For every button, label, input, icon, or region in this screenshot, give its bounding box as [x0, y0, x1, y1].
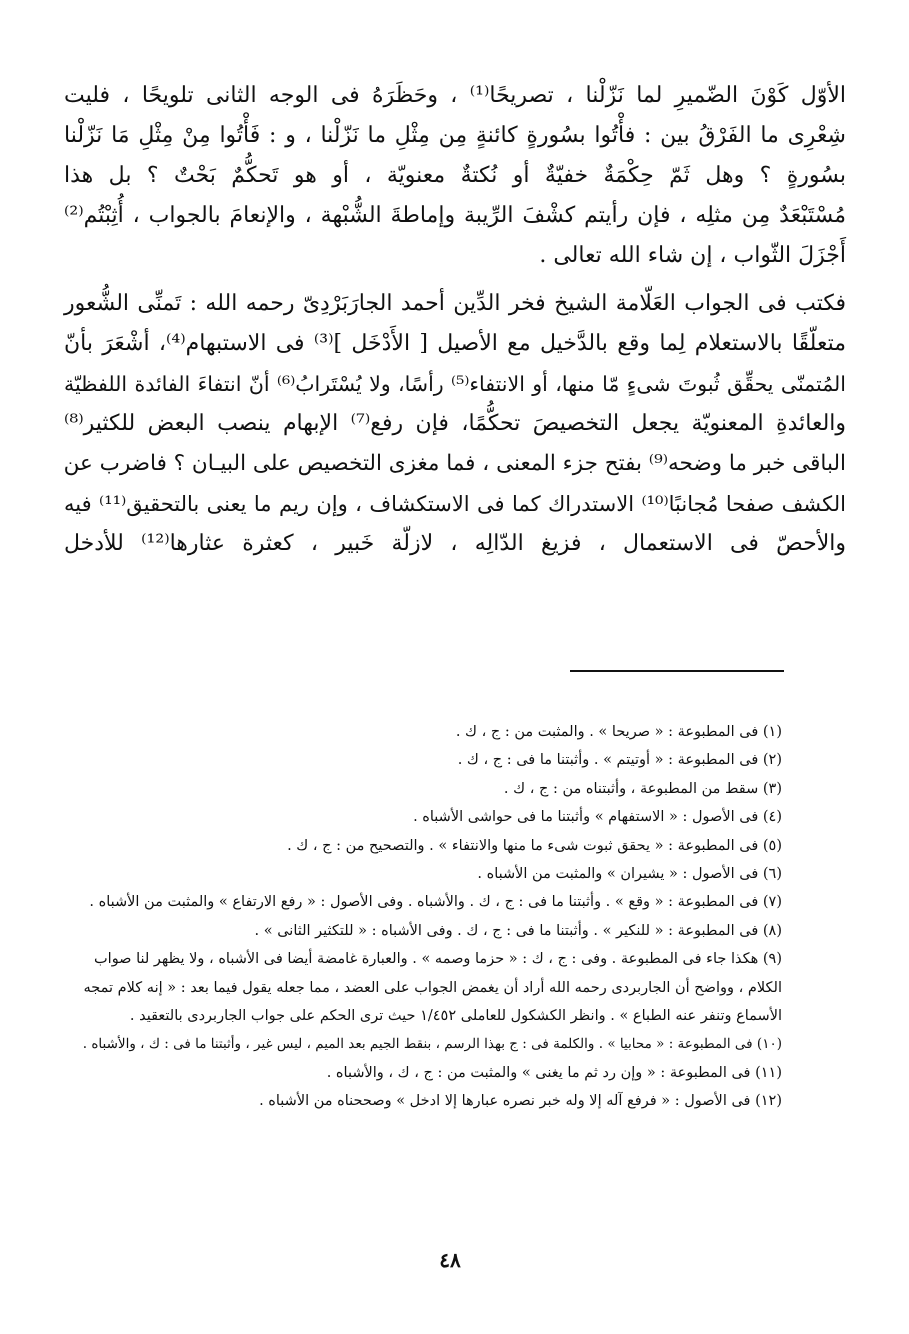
text-line: متعلّقًا بالاستعلام لِما وقع بالدَّخيل مع الأصيل [ الأَدْخَل ]⁽³⁾ فى الاستبهام⁽⁴⁾، أشْعَرَ بأنّ — [64, 331, 846, 356]
paragraph-2 — [64, 284, 846, 564]
text-line: بسُورةٍ ؟ وهل ثَمّ حِكْمَةٌ خفيّةٌ أو نُكتةٌ معنويّة ، أو هو تَحكُّمٌ بَحْتٌ ؟ بل هذا — [64, 163, 846, 188]
text-line: والأحصّ فى الاستعمال ، فزيغ الدّالِه ، لازلّة خَبير ، كعثرة عثارها⁽¹²⁾ للأدخل — [64, 531, 846, 556]
text-line: والعائدةِ المعنويّة يجعل التخصيصَ تحكُّمًا، فإن رفع⁽⁷⁾ الإبهام ينصب البعض للكثير⁽⁸⁾ — [64, 411, 847, 436]
footnote-separator — [570, 670, 784, 672]
text-line: أَجْزَلَ الثّواب ، إن شاء الله تعالى . — [539, 243, 846, 268]
footnote-line: الأسماع وتنفر عنه الطباع » . وانظر الكشكول للعاملى ١/٤٥٢ حيث ترى الحكم على جواب الجاربردى بالتعقيد . — [129, 1008, 782, 1025]
footnotes — [62, 718, 782, 1116]
footnote-line: (٩) هكذا جاء فى المطبوعة . وفى : ج ، ك : « حزما وصمه » . والعبارة غامضة أيضا فى الأشباه ، ولا يظهر لنا صواب — [94, 951, 782, 968]
text-line: المُتمنّى يحقِّق ثُبوتَ شىءٍ مّا منها، أو الانتفاء⁽⁵⁾ رأسًا، ولا يُسْتَرابُ⁽⁶⁾ أنّ انتفاءَ الفائدة اللفظيّة — [64, 372, 846, 396]
footnote-line: (٥) فى المطبوعة : « يحقق ثبوت شىء ما منها والانتفاء » . والتصحيح من : ج ، ك . — [287, 837, 782, 854]
footnote-line: (٨) فى المطبوعة : « للنكير » . وأثبتنا ما فى : ج ، ك . وفى الأشباه : « للتكثير الثانى » . — [254, 922, 782, 939]
text-line: الأوّل كَوْنَ الضّميرِ لما نَزّلْنا ، تصريحًا⁽¹⁾ ، وحَظَرَهُ فى الوجه الثانى تلويحًا ، فليت — [64, 83, 847, 108]
text-line: فكتب فى الجواب العَلّامة الشيخ فخر الدِّين أحمد الجارَبَرْدِىّ رحمه الله : تَمنِّى الشُّعور — [64, 291, 846, 316]
footnote-line: الكلام ، وواضح أن الجاربردى رحمه الله أراد أن يغمض الجواب على العضد ، مما جعله يقول فيما بعد : « إنه كلام تمجه — [83, 979, 782, 996]
footnote-line: (٧) فى المطبوعة : « وقع » . وأثبتنا ما فى : ج ، ك . والأشباه . وفى الأصول : « رفع الارتفاع » والمثبت من الأشباه . — [89, 894, 782, 911]
paragraph-1 — [64, 76, 846, 276]
footnote-line: (٢) فى المطبوعة : « أوتيتم » . وأثبتنا ما فى : ج ، ك . — [457, 752, 782, 769]
footnote-line: (٦) فى الأصول : « يشيران » والمثبت من الأشباه . — [477, 866, 782, 883]
page-number: ٤٨ — [439, 1248, 461, 1272]
text-line: شِعْرِى ما الفَرْقُ بين : فأْتُوا بسُورةٍ كائنةٍ مِن مِثْلِ ما نَزّلْنا ، و : فَأْتُوا مِنْ مِثْلِ مَا نَزّلْنا — [64, 123, 846, 148]
footnote-line: (١١) فى المطبوعة : « وإن رد ثم ما يغنى » والمثبت من : ج ، ك ، والأشباه . — [326, 1064, 782, 1081]
footnote-line: (١٠) فى المطبوعة : « محابيا » . والكلمة فى : ج بهذا الرسم ، بنقط الجيم بعد الميم ، ليس غير ، وأثبتنا ما فى : ك ، والأشباه . — [82, 1036, 782, 1053]
text-line: الكشف صفحا مُجانبًا⁽¹⁰⁾ الاستدراك كما فى الاستكشاف ، وإن ريم ما يعنى بالتحقيق⁽¹¹⁾ فيه — [64, 492, 846, 516]
text-line: مُسْتَبْعَدٌ مِن مثلِه ، فإن رأيتم كشْفَ الرِّيبة وإماطةَ الشُّبْهة ، والإنعامَ بالجواب ، أُثِبْتُم⁽²⁾ — [64, 203, 846, 228]
text-line: الباقى خبر ما وضحه⁽⁹⁾ بفتح جزء المعنى ، فما مغزى التخصيص على البيـان ؟ فاضرب عن — [63, 451, 846, 476]
main-text — [64, 76, 846, 572]
footnote-line: (٤) فى الأصول : « الاستفهام » وأثبتنا ما فى حواشى الأشباه . — [413, 809, 782, 826]
footnote-line: (٣) سقط من المطبوعة ، وأثبتناه من : ج ، ك . — [503, 780, 782, 797]
footnote-line: (١) فى المطبوعة : « صريحا » . والمثبت من : ج ، ك . — [455, 724, 782, 740]
footnote-line: (١٢) فى الأصول : « فرفع آله إلا وله خبر نصره عبارها إلا ادخل » وصححناه من الأشباه . — [259, 1093, 782, 1110]
